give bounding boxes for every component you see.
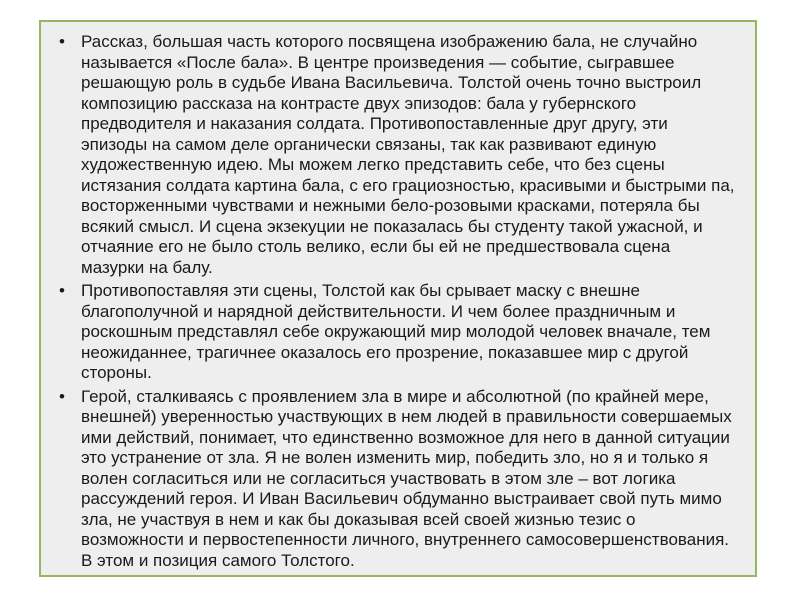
bullet-paragraph-3: [59, 386, 737, 572]
bullet-icon: •: [59, 386, 65, 406]
bullet-icon: •: [59, 281, 65, 300]
paragraph-text: Герой, сталкиваясь с проявлением зла в мире и абсолютной (по крайней мере, внешней) уверенностью участвующих в нем людей в правильности совершаемых ими действий, понимает, что единственно возможное для него в данной ситуации это устранение от зла. Я не волен изменить мир, победить зло, но я и только я волен согласиться или не согласиться участвовать в этом зле – вот логика рассуждений героя. И Иван Васильевич обдуманно выстраивает свой путь мимо зла, не участвуя в нем и как бы доказывая всей своей жизнью тезис о возможности и первостепенности личного, внутреннего самосовершенствования. В этом и позиция самого Толстого.: [81, 386, 732, 570]
bullet-paragraph-1: [59, 32, 737, 278]
text-frame: [39, 20, 757, 577]
paragraph-text: Рассказ, большая часть которого посвящена изображению бала, не случайно называется «После бала». В центре произведения — событие, сыгравшее решающую роль в судьбе Ивана Васильевича. Толстой очень точно выстроил композицию рассказа на контрасте двух эпизодов: бала у губернского предводителя и наказания солдата. Противопоставленные друг другу, эти эпизоды на самом деле органически связаны, так как развивают единую художественную идею. Мы можем легко представить себе, что без сцены истязания солдата картина бала, с его грациозностью, красивыми и быстрыми па, восторженными чувствами и нежными бело-розовыми красками, потеряла бы всякий смысл. И сцена экзекуции не показалась бы студенту такой ужасной, и отчаяние его не было столь велико, если бы ей не предшествовала сцена мазурки на балу.: [81, 32, 735, 277]
paragraph-text: Противопоставляя эти сцены, Толстой как бы срывает маску с внешне благополучной и нарядной действительности. И чем более праздничным и роскошным представлял себе окружающий мир молодой человек вначале, тем неожиданнее, трагичнее оказалось его прозрение, показавшее мир с другой стороны.: [81, 281, 711, 382]
bullet-icon: •: [59, 32, 65, 51]
bullet-paragraph-2: [59, 281, 737, 384]
bullet-list: [59, 32, 737, 574]
